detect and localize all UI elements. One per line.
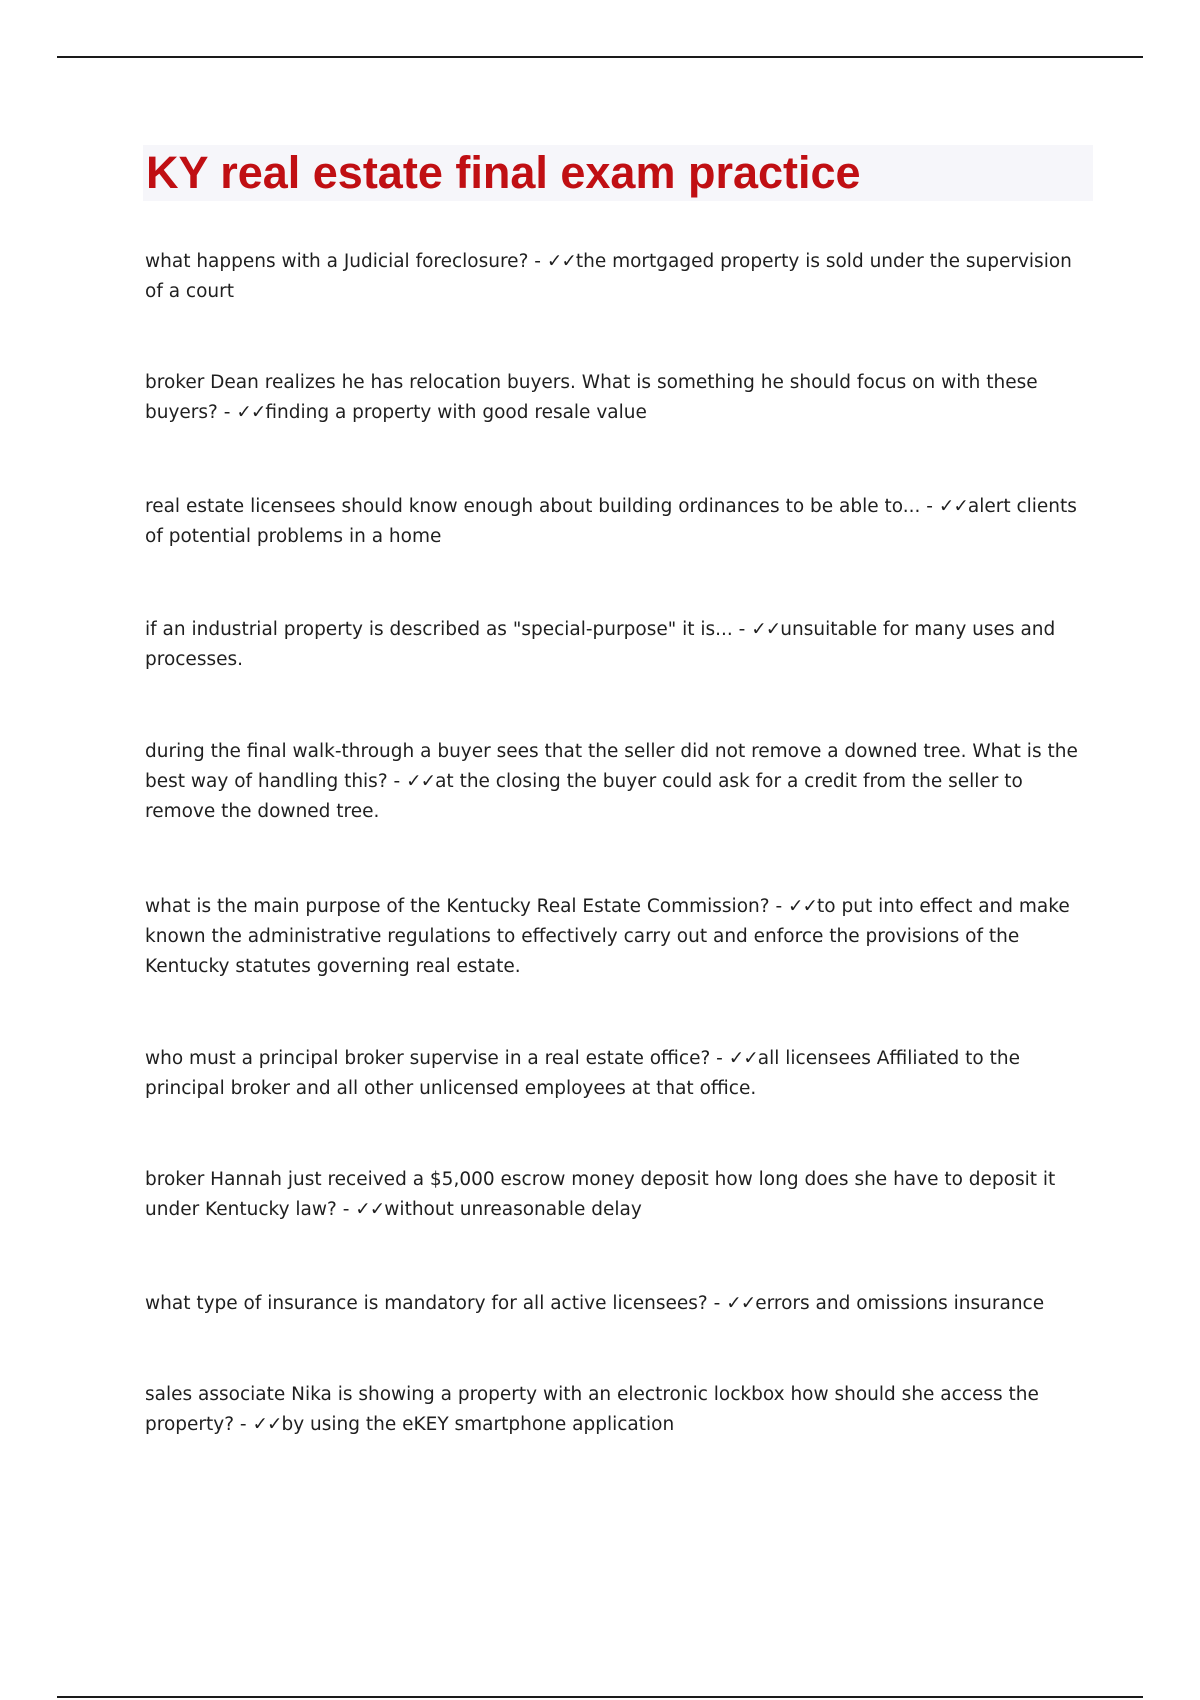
answer-text: alert clients of potential problems in a home [145,496,1077,547]
qa-item [145,737,1090,827]
answer-text: finding a property with good resale value [265,402,647,423]
question-text: real estate licensees should know enough about building ordinances to be able to... - [145,496,939,517]
check-mark-icon: ✓✓ [726,1293,756,1314]
qa-item [145,368,1090,428]
bottom-rule [57,1696,1143,1698]
question-text: what is the main purpose of the Kentucky Real Estate Commission? - [145,896,789,917]
question-text: if an industrial property is described as "special-purpose" it is... - [145,619,752,640]
document-title: KY real estate final exam practice [146,147,861,198]
answer-text: the mortgaged property is sold under the supervision of a court [145,251,1072,302]
check-mark-icon: ✓✓ [236,402,266,423]
answer-text: unsuitable for many uses and processes. [145,619,1056,670]
check-mark-icon: ✓✓ [788,896,818,917]
check-mark-icon: ✓✓ [728,1048,758,1069]
question-text: what type of insurance is mandatory for all active licensees? - [145,1293,727,1314]
answer-text: errors and omissions insurance [755,1293,1045,1314]
qa-item [145,892,1090,982]
question-text: during the final walk-through a buyer sees that the seller did not remove a downed tree. What is the best way of handling this? - [145,741,1078,792]
answer-text: by using the eKEY smartphone application [281,1414,675,1435]
question-text: sales associate Nika is showing a property with an electronic lockbox how should she access the property? - [145,1384,1039,1435]
qa-item [145,1289,1090,1319]
qa-item [145,1380,1090,1440]
answer-text: all licensees Affiliated to the principal broker and all other unlicensed employees at that office. [145,1048,1020,1099]
check-mark-icon: ✓✓ [751,619,781,640]
question-text: broker Hannah just received a $5,000 escrow money deposit how long does she have to deposit it under Kentucky law? - [145,1169,1056,1220]
answer-text: to put into effect and make known the administrative regulations to effectively carry out and enforce the provisions of the Kentucky statutes governing real estate. [145,896,1070,977]
check-mark-icon: ✓✓ [938,496,968,517]
answer-text: without unreasonable delay [384,1199,642,1220]
check-mark-icon: ✓✓ [355,1199,385,1220]
qa-item [145,615,1090,675]
qa-item [145,492,1090,552]
question-text: who must a principal broker supervise in a real estate office? - [145,1048,729,1069]
qa-item [145,1165,1090,1225]
check-mark-icon: ✓✓ [252,1414,282,1435]
qa-item [145,247,1090,307]
question-text: what happens with a Judicial foreclosure? - [145,251,547,272]
check-mark-icon: ✓✓ [406,771,436,792]
question-text: broker Dean realizes he has relocation buyers. What is something he should focus on with these buyers? - [145,372,1038,423]
top-rule [57,56,1143,58]
answer-text: at the closing the buyer could ask for a credit from the seller to remove the downed tree. [145,771,1023,822]
qa-item [145,1044,1090,1104]
check-mark-icon: ✓✓ [546,251,576,272]
